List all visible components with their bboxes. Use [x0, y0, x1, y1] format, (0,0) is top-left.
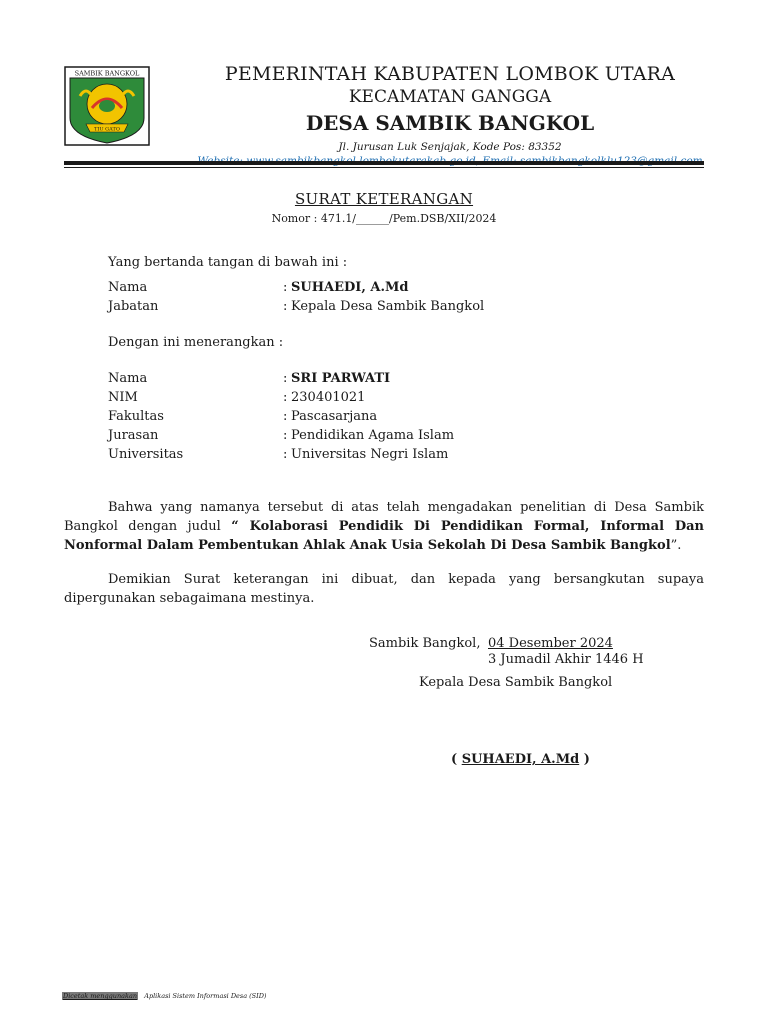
colon: :: [283, 390, 288, 405]
signer-position-value: Kepala Desa Sambik Bangkol: [291, 299, 485, 314]
signature-close-paren: ): [579, 752, 590, 767]
regency-heading: PEMERINTAH KABUPATEN LOMBOK UTARA: [224, 63, 676, 85]
research-title: “ Kolaborasi Pendidik Di Pendidikan Formal, Informal Dan Nonformal Dalam Pembentukan Ahlak Anak Usia Sekolah Di Desa Sambik Bangkol: [64, 519, 704, 553]
subject-name-label: Nama: [108, 371, 148, 386]
signature-block: [451, 750, 590, 769]
subject-major-value: Pendidikan Agama Islam: [291, 428, 455, 443]
district-heading: KECAMATAN GANGGA: [348, 87, 552, 107]
subject-university-label: Universitas: [108, 447, 184, 462]
date-text: 04 Desember 2024: [488, 636, 613, 651]
letterhead-divider-thick: [64, 161, 704, 165]
letterhead: [160, 62, 740, 168]
colon: :: [283, 280, 288, 295]
hijri-date-text: 3 Jumadil Akhir 1446 H: [488, 652, 644, 667]
subject-name-value: SRI PARWATI: [291, 371, 391, 386]
statement-text: Dengan ini menerangkan :: [108, 335, 284, 350]
colon: :: [283, 447, 288, 462]
village-logo: [64, 66, 150, 146]
colon: :: [283, 299, 288, 314]
logo-ribbon-text: TIU GATO: [94, 126, 120, 133]
print-footer: [62, 992, 266, 1000]
village-address: Jl. Jurusan Luk Senjajak, Kode Pos: 83352: [338, 141, 562, 153]
research-intro-text: Bahwa yang namanya tersebut di atas telah mengadakan penelitian di Desa Sambik Bangkol dengan judul: [64, 500, 704, 534]
research-paragraph: [64, 498, 704, 555]
signature-name: SUHAEDI, A.Md: [461, 752, 580, 767]
letterhead-divider-thin: [64, 167, 704, 168]
colon: :: [283, 371, 288, 386]
place-text: Sambik Bangkol,: [369, 636, 481, 651]
opening-text: Yang bertanda tangan di bawah ini :: [108, 255, 348, 270]
letter-number: Nomor : 471.1/______/Pem.DSB/XII/2024: [271, 212, 497, 225]
printed-with-text: Dicetak menggunakan: [63, 992, 138, 1000]
closing-paragraph: Demikian Surat keterangan ini dibuat, dan kepada yang bersangkutan supaya dipergunakan sebagaimana mestinya.: [64, 572, 704, 606]
letter-title: SURAT KETERANGAN: [294, 190, 474, 208]
subject-nim-value: 230401021: [291, 390, 366, 405]
signer-name-label: Nama: [108, 280, 148, 295]
emblem-icon: [64, 66, 150, 146]
subject-university-value: Universitas Negri Islam: [291, 447, 449, 462]
logo-top-text: SAMBIK BANGKOL: [74, 69, 140, 78]
subject-nim-label: NIM: [108, 390, 138, 405]
village-heading: DESA SAMBIK BANGKOL: [305, 111, 595, 135]
subject-faculty-value: Pascasarjana: [291, 409, 378, 424]
colon: :: [283, 428, 288, 443]
signer-position-label: Jabatan: [108, 299, 159, 314]
subject-faculty-label: Fakultas: [108, 409, 164, 424]
app-name-text: Aplikasi Sistem Informasi Desa (SID): [144, 992, 267, 1000]
signature-open-paren: (: [451, 752, 462, 767]
signer-title-text: Kepala Desa Sambik Bangkol: [419, 675, 613, 690]
signer-name-value: SUHAEDI, A.Md: [291, 280, 409, 295]
colon: :: [283, 409, 288, 424]
research-end-text: ”.: [670, 538, 682, 553]
subject-major-label: Jurasan: [108, 428, 159, 443]
